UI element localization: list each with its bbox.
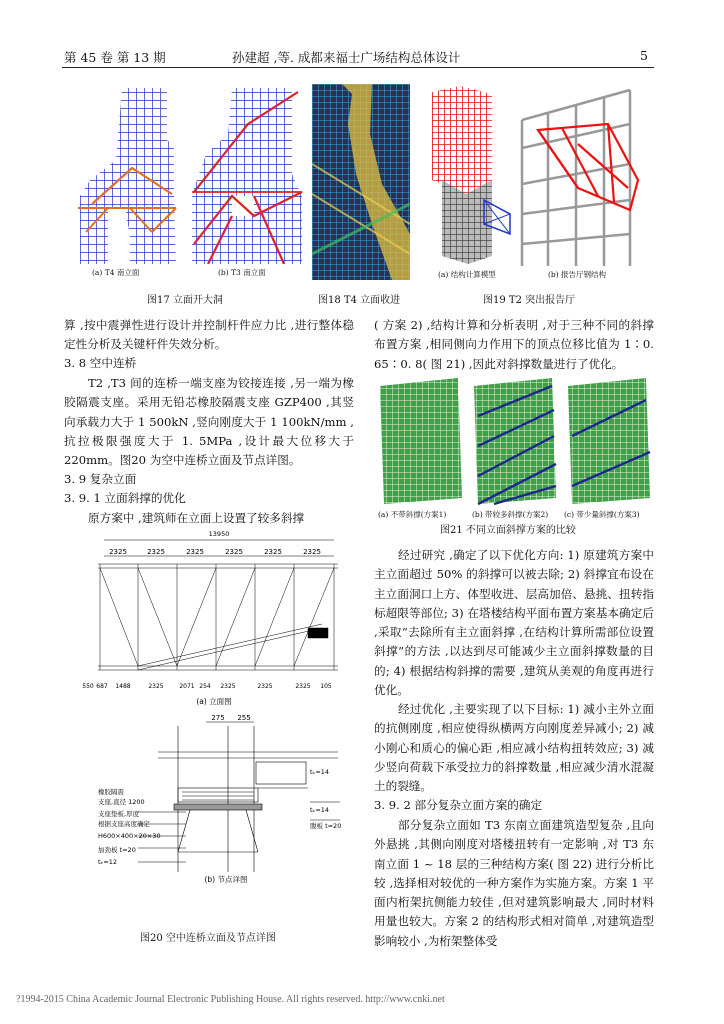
fig21-label-1: (a) 不带斜撑(方案1) bbox=[378, 510, 447, 519]
header-rule bbox=[62, 67, 654, 68]
fig21-image bbox=[374, 376, 654, 506]
fig17a-label: (a) T4 南立面 bbox=[92, 268, 140, 277]
fig20-node-dim: 275 bbox=[211, 714, 225, 722]
running-title: 孙建超 ,等. 成都来福士广场结构总体设计 bbox=[232, 50, 461, 65]
fig17a-image bbox=[72, 84, 182, 264]
fig20-top-dim: 2325 bbox=[264, 548, 282, 556]
fig20a-image bbox=[78, 528, 350, 706]
copyright-footer: ?1994-2015 China Academic Journal Electronic Publishing House. All rights reserved. http://www.cnki.net bbox=[16, 994, 445, 1005]
left-para-3: 原方案中 ,建筑师在立面上设置了较多斜撑 bbox=[88, 511, 305, 525]
fig20-node-label: tₖ=14 bbox=[310, 806, 330, 814]
fig18-image bbox=[312, 84, 410, 280]
fig20-bottom-dim: 2325 bbox=[295, 683, 311, 690]
fig20-node-label: 支座垫板,厚度 bbox=[98, 810, 140, 818]
section-3-8-heading: 3. 8 空中连桥 bbox=[64, 356, 137, 370]
fig20-node-label: 橡胶隔震 bbox=[98, 788, 124, 796]
fig20-node-label: tₖ=14 bbox=[310, 768, 330, 776]
right-para-4: 部分复杂立面如 T3 东南立面建筑造型复杂 ,且向外悬挑 ,其侧向刚度对塔楼扭转有一定影响 ,对 T3 东南立面 1 ~ 18 层的三种结构方案( 图 22) 进行分析比较 ,选择相对较优的一种方案作为实施方案。方案 1 平面内桁架抗侧能力较佳 ,但对建筑影响最大 ,同时材料用量也较大。方案 2 的结构形式相对简单 ,对建筑造型影响较小 ,为桁架整体受 bbox=[374, 818, 654, 948]
fig20-bottom-dim: 687 bbox=[96, 683, 108, 690]
journal-issue: 第 45 卷 第 13 期 bbox=[64, 50, 166, 65]
right-para-1: ( 方案 2) ,结构计算和分析表明 ,对于三种不同的斜撑布置方案 ,相同侧向力作用下的顶点位移比值为 1∶0. 65∶0. 8( 图 21) ,因此对斜撑数量进行了优化。 bbox=[374, 318, 654, 371]
fig21-panel-3 bbox=[568, 378, 650, 504]
page-number: 5 bbox=[640, 48, 648, 63]
fig20-top-dims bbox=[109, 548, 321, 556]
fig20a-label: (a) 立面图 bbox=[196, 697, 232, 706]
fig19b-label: (b) 报告厅钢结构 bbox=[548, 270, 607, 279]
fig20-bottom-dim: 550 bbox=[82, 683, 94, 690]
fig18-caption: 图18 T4 立面收进 bbox=[318, 295, 401, 306]
fig19a-image bbox=[420, 84, 514, 266]
fig21-label-3: (c) 带少量斜撑(方案3) bbox=[564, 510, 640, 519]
fig20-top-dim: 2325 bbox=[303, 548, 321, 556]
right-para-2: 经过研究 ,确定了以下优化方向: 1) 原建筑方案中主立面超过 50% 的斜撑可以被去除; 2) 斜撑宜布设在主立面洞口上方、体型收进、层高加倍、悬挑、扭转指标超限等部位; 3) 在塔楼结构平面布置方案基本确定后 ,采取“去除所有主立面斜撑 ,在结构计算所需部位设置斜撑”的方法 ,以达到尽可能减少主立面斜撑数量的目的; 4) 根据结构斜撑的需要 ,建筑从美观的角度再进行优化。 bbox=[374, 548, 654, 698]
fig20-node-label: tₖ=12 bbox=[98, 858, 118, 866]
fig20-caption: 图20 空中连桥立面及节点详图 bbox=[140, 933, 276, 944]
section-3-9-1-heading: 3. 9. 1 立面斜撑的优化 bbox=[64, 491, 186, 505]
fig21-panel-2 bbox=[474, 378, 556, 504]
fig20-top-dim: 2325 bbox=[225, 548, 243, 556]
fig19a-label: (a) 结构计算模型 bbox=[438, 270, 496, 279]
fig20-node-label: 支座,直径 1200 bbox=[98, 798, 145, 806]
fig20-overall-dim: 13950 bbox=[208, 530, 230, 538]
fig20-bottom-dims bbox=[82, 683, 332, 690]
fig20-top-dim: 2325 bbox=[109, 548, 127, 556]
fig20-node-label: H600×400×20×30 bbox=[98, 832, 161, 840]
fig20-node-dim: 255 bbox=[237, 714, 251, 722]
fig17b-label: (b) T3 南立面 bbox=[218, 268, 266, 277]
fig21-label-2: (b) 带较多斜撑(方案2) bbox=[472, 510, 549, 519]
fig19-caption: 图19 T2 突出报告厅 bbox=[483, 295, 576, 306]
section-3-9-heading: 3. 9 复杂立面 bbox=[64, 472, 137, 486]
fig20-node-label: 腹板 t=20 bbox=[310, 822, 342, 830]
fig19b-image bbox=[518, 84, 654, 266]
fig17-caption: 图17 立面开大洞 bbox=[147, 295, 223, 306]
left-para-1: 算 ,按中震弹性进行设计并控制杆件应力比 ,进行整体稳定性分析及关键杆件失效分析。 bbox=[64, 318, 354, 352]
section-3-9-2-heading: 3. 9. 2 部分复杂立面方案的确定 bbox=[374, 798, 543, 812]
fig20-top-dim: 2325 bbox=[186, 548, 204, 556]
fig20-top-dim: 2325 bbox=[147, 548, 165, 556]
fig20-bottom-dim: 105 bbox=[320, 683, 332, 690]
fig20b-label: (b) 节点详图 bbox=[204, 875, 248, 884]
fig21-caption: 图21 不同立面斜撑方案的比较 bbox=[440, 525, 576, 536]
fig20-node-labels bbox=[98, 768, 341, 866]
fig20-bottom-dim: 254 bbox=[199, 683, 211, 690]
fig20-bottom-dim: 1488 bbox=[115, 683, 131, 690]
fig21-panel-1 bbox=[380, 378, 462, 504]
fig20-bottom-dim: 2325 bbox=[257, 683, 273, 690]
fig20-bottom-dim: 2325 bbox=[220, 683, 236, 690]
fig20-node-label: 根据支座高度确定 bbox=[98, 820, 150, 828]
fig20-bottom-dim: 2325 bbox=[148, 683, 164, 690]
left-para-2: T2 ,T3 间的连桥一端支座为铰接连接 ,另一端为橡胶隔震支座。采用无铅芯橡胶隔震支座 GZP400 ,其竖向承载力大于 1 500kN ,竖向刚度大于 1 100kN/mm ,抗拉极限强度大于 1. 5MPa ,设计最大位移大于 220mm。图20 为空中连桥立面及节点详图。 bbox=[64, 376, 354, 468]
right-para-3: 经过优化 ,主要实现了以下目标: 1) 减小主外立面的抗侧刚度 ,相应使得纵横两方向刚度差异减小; 2) 减小刚心和质心的偏心距 ,相应减小结构扭转效应; 3) 减少竖向荷载下承受拉力的斜撑数量 ,相应减少清水混凝土的裂缝。 bbox=[374, 702, 654, 794]
fig17b-image bbox=[188, 84, 306, 264]
fig20b-image bbox=[78, 712, 350, 888]
fig20-node-label: 加劲板 t=20 bbox=[98, 846, 136, 854]
fig20-bottom-dim: 2071 bbox=[179, 683, 195, 690]
